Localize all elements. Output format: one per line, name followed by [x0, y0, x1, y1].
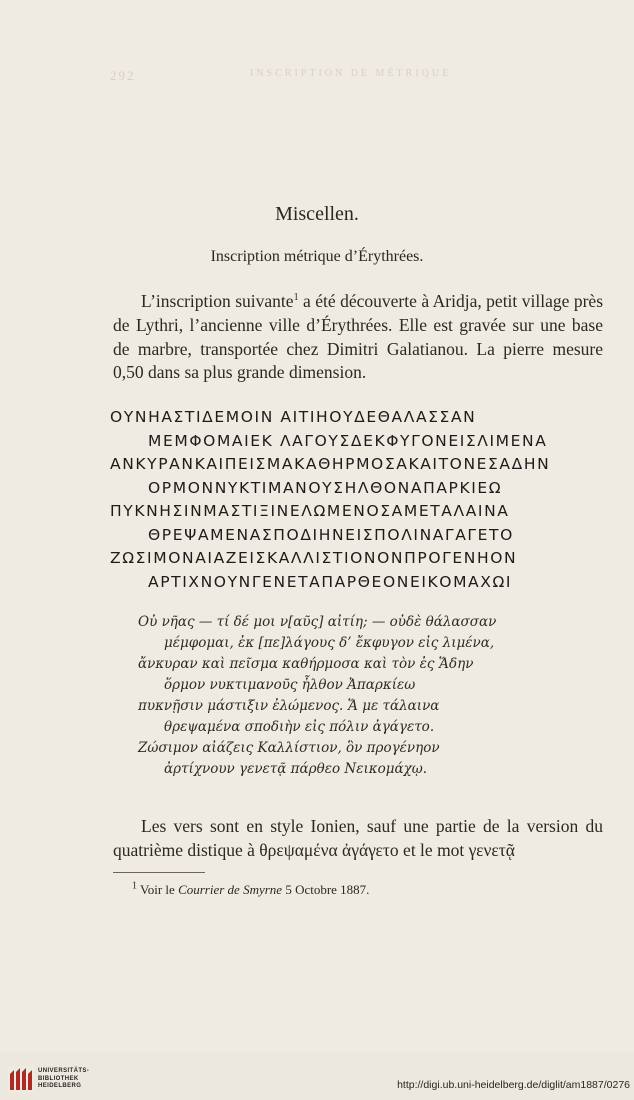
intro-paragraph [113, 290, 603, 385]
greek-verse-line: ἄνκυραν καὶ πεῖσμα καθήρμοσα καὶ τὸν ἐς Ἅδην [138, 656, 474, 672]
footnote-reference: 1 [293, 292, 299, 304]
section-title: Miscellen. [275, 203, 359, 225]
facsimile-line: ΘΡΕΨΑΜΕΝΑΣΠΟΔΙΗΝΕΙΣΠΟΛΙΝΑΓΑΓΕΤΟ [148, 525, 514, 544]
commentary-text: Les vers sont en style Ionien, sauf une partie de la version du quatrième distique à θρεψαμένα ἀγάγετο et le mot γενετᾷ [113, 816, 603, 860]
footnote-date: 5 Octobre 1887. [282, 882, 370, 897]
greek-verse-line: Οὐ νῆας — τί δέ μοι ν[αῦς] αἰτίη; — οὐδὲ θάλασσαν [138, 614, 497, 630]
source-url-link[interactable]: http://digi.ub.uni-heidelberg.de/diglit/am1887/0276 [397, 1079, 630, 1091]
library-name-line: UNIVERSITÄTS- [38, 1068, 90, 1074]
commentary-paragraph [113, 815, 603, 863]
facsimile-line: ΜΕΜΦΟΜΑΙΕΚ ΛΑΓΟΥΣΔΕΚΦΥΓΟΝΕΙΣΛΙΜΕΝΑ [148, 431, 548, 450]
intro-text-rest: a été découverte à Aridja, petit village près de Lythri, l’ancienne ville d’Érythrées. Elle est gravée sur une base de marbre, transportée chez Dimitri Galatianou. La pierre mesure 0,50 dans sa plus grande dimension. [113, 291, 603, 383]
article-subtitle: Inscription métrique d’Érythrées. [210, 248, 424, 265]
greek-verse-line: ὅρμον νυκτιμανοῦς ἦλθον Ἀπαρκίεω [164, 677, 416, 693]
facsimile-line: ΑΡΤΙΧΝΟΥΝΓΕΝΕΤΑΠΑΡΘΕΟΝΕΙΚΟΜΑΧΩΙ [148, 572, 513, 591]
footer-bar [0, 1052, 634, 1100]
greek-transcription [138, 612, 608, 780]
facsimile-line: ΑΝΚΥΡΑΝΚΑΙΠΕΙΣΜΑΚΑΘΗΡΜΟΣΑΚΑΙΤΟΝΕΣΑΔΗΝ [110, 455, 551, 473]
facsimile-line: ΟΥΝΗΑΣΤΙΔΕΜΟΙΝ ΑΙΤΙΗΟΥΔΕΘΑΛΑΣΣΑΝ [110, 408, 477, 426]
facsimile-line: ΖΩΣΙΜΟΝΑΙΑΖΕΙΣΚΑΛΛΙΣΤΙΟΝΟΝΠΡΟΓΕΝΗΟΝ [110, 549, 518, 567]
library-name [38, 1068, 89, 1091]
greek-verse-line: Ζώσιμον αἰάζεις Καλλίστιον, ὃν προγένηον [138, 740, 440, 756]
intro-text-start: L’inscription suivante [141, 291, 294, 311]
footnote [132, 882, 369, 898]
greek-verse-line: θρεψαμένα σποδιὴν εἰς πόλιν ἀγάγετο. [164, 719, 435, 735]
ghost-running-title: INSCRIPTION DE MÉTRIQUE [250, 68, 452, 79]
inscription-facsimile [110, 406, 610, 594]
facsimile-line: ΠΥΚΝΗΣΙΝΜΑΣΤΙΞΙΝΕΛΩΜΕΝΟΣΑΜΕΤΑΛΑΙΝΑ [110, 502, 510, 520]
footnote-lead: Voir le [140, 882, 179, 897]
library-name-line: BIBLIOTHEK [38, 1075, 79, 1082]
greek-verse-line: ἀρτίχνουν γενετᾷ πάρθεο Νεικομάχῳ. [164, 761, 428, 777]
greek-verse-line: μέμφομαι, ἐκ [πε]λάγους δ’ ἔκφυγον εἰς λιμένα, [164, 635, 495, 651]
footnote-source: Courrier de Smyrne [178, 882, 283, 897]
library-logo-icon [8, 1066, 34, 1092]
ghost-page-number: 292 [110, 68, 136, 83]
library-name-line: HEIDELBERG [38, 1083, 82, 1089]
greek-verse-line: πυκνῇσιν μάστιξιν ἐλώμενος. Ἅ με τάλαινα [138, 698, 440, 714]
footnote-mark: 1 [132, 880, 137, 892]
facsimile-line: ΟΡΜΟΝΝΥΚΤΙΜΑΝΟΥΣΗΛΘΟΝΑΠΑΡΚΙΕΩ [148, 478, 503, 497]
footnote-divider [113, 872, 205, 873]
